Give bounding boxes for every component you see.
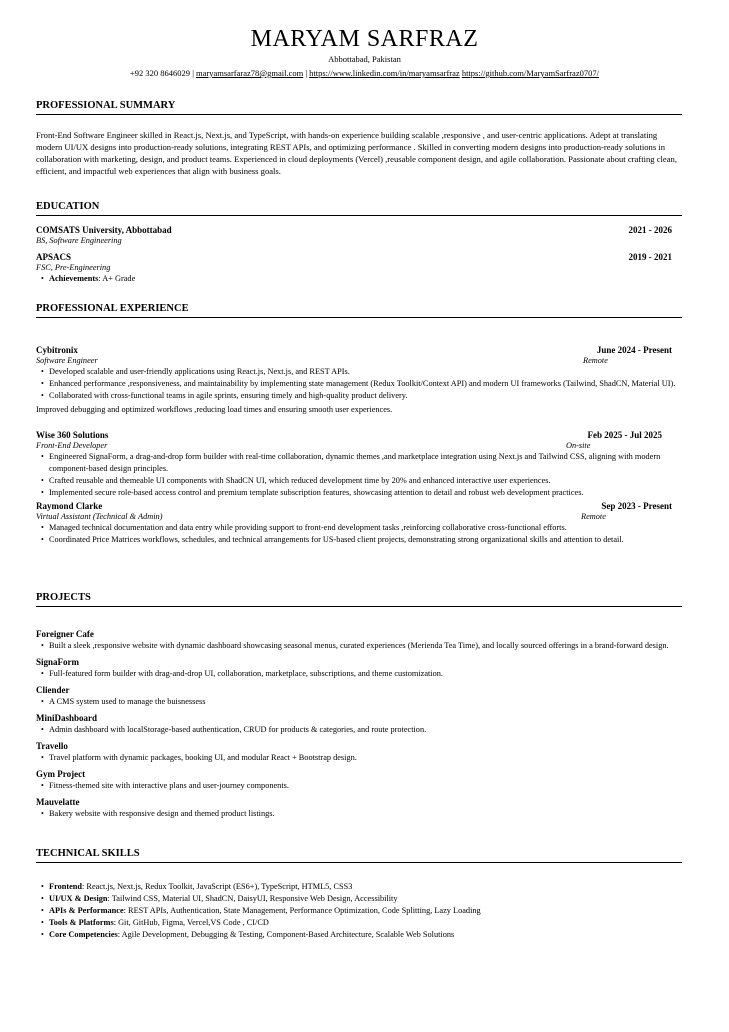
list-item: • Travel platform with dynamic packages, booking UI, and modular React + Bootstrap design. — [36, 752, 682, 764]
achievement-list — [36, 273, 682, 285]
school-name: COMSATS University, Abbottabad — [36, 225, 172, 235]
candidate-location: Abbottabad, Pakistan — [328, 54, 401, 64]
education-entry — [36, 251, 682, 263]
job-mode: On-site — [566, 441, 591, 450]
job-dates: Feb 2025 - Jul 2025 — [587, 430, 662, 440]
list-item — [36, 917, 682, 929]
job-bullets — [36, 451, 682, 499]
list-item — [36, 893, 682, 905]
phone: +92 320 8646029 — [130, 68, 191, 78]
skill-category: Tools & Platforms — [49, 918, 114, 927]
list-item — [36, 929, 682, 941]
list-item: • Implemented secure role-based access control and premium template subscription features, showcasing attention to detail and robust web development practices. — [36, 487, 682, 499]
skills-list — [36, 881, 682, 941]
list-item: • Managed technical documentation and data entry while providing support to front-end development tasks ,reinforcing collaborative cross-functional efforts. — [36, 522, 682, 534]
skill-category: Core Competencies — [49, 930, 118, 939]
section-title: EDUCATION — [36, 201, 682, 216]
section-title: PROFESSIONAL EXPERIENCE — [36, 303, 682, 318]
list-item: • Bakery website with responsive design and themed product listings. — [36, 808, 682, 820]
project-bullets — [36, 724, 682, 736]
contact-line — [0, 68, 729, 78]
experience-section — [36, 303, 682, 546]
degree: BS, Software Engineering — [36, 236, 122, 245]
job-header — [36, 500, 682, 512]
list-item: • Admin dashboard with localStorage-based authentication, CRUD for products & categories, and route protection. — [36, 724, 682, 736]
list-item: • Full-featured form builder with drag-and-drop UI, collaboration, marketplace, subscriptions, and theme customization. — [36, 668, 682, 680]
project-name: Foreigner Cafe — [36, 629, 94, 639]
project-bullets — [36, 696, 682, 708]
list-item: • A CMS system used to manage the buisnessess — [36, 696, 682, 708]
skill-values: : REST APIs, Authentication, State Management, Performance Optimization, Code Splitting, Lazy Loading — [123, 906, 481, 915]
job-role: Front-End Developer — [36, 441, 108, 450]
job-dates: Sep 2023 - Present — [601, 501, 672, 511]
project-bullets — [36, 808, 682, 820]
separator: | — [192, 68, 197, 78]
education-section — [36, 201, 682, 285]
skill-values: : Tailwind CSS, Material UI, ShadCN, DaisyUI, Responsive Web Design, Accessibility — [107, 894, 398, 903]
candidate-name: MARYAM SARFRAZ — [250, 26, 479, 52]
job-header — [36, 429, 682, 441]
job-role-row — [36, 441, 682, 451]
list-item: • Engineered SignaForm, a drag-and-drop form builder with real-time collaboration, dynamic themes ,and marketplace integration using Next.js and Tailwind CSS, aligning with modern component-based design principles. — [36, 451, 682, 475]
skill-values: : React.js, Next.js, Redux Toolkit, JavaScript (ES6+), TypeScript, HTML5, CSS3 — [82, 882, 353, 891]
project-name: SignaForm — [36, 657, 80, 667]
school-years: 2019 - 2021 — [628, 252, 672, 262]
school-name: APSACS — [36, 252, 72, 262]
list-item — [36, 273, 682, 285]
project-name: Mauvelatte — [36, 797, 80, 807]
education-degree-row — [36, 236, 682, 246]
section-title: TECHNICAL SKILLS — [36, 848, 682, 863]
project-name: Cliender — [36, 685, 70, 695]
school-years: 2021 - 2026 — [628, 225, 672, 235]
section-title: PROFESSIONAL SUMMARY — [36, 100, 682, 115]
education-entry — [36, 224, 682, 236]
projects-section — [36, 592, 682, 820]
list-item: • Built a sleek ,responsive website with dynamic dashboard showcasing seasonal menus, curated experiences (Merienda Tea Time), and locally sourced offerings in a brand-forward design. — [36, 640, 682, 652]
job-role-row — [36, 512, 682, 522]
linkedin-link[interactable]: https://www.linkedin.com/in/maryamsarfraz — [309, 68, 460, 78]
project-name: Gym Project — [36, 769, 86, 779]
job-role: Software Engineer — [36, 356, 98, 365]
skills-section — [36, 848, 682, 941]
project-bullets — [36, 668, 682, 680]
achievement-label: Achievements — [49, 274, 99, 283]
project-name: Travello — [36, 741, 68, 751]
github-link[interactable]: https://github.com/MaryamSarfraz0707/ — [461, 68, 599, 78]
email-link[interactable]: maryamsarfaraz78@gmail.com — [196, 68, 304, 78]
project-bullets — [36, 640, 682, 652]
job-mode: Remote — [581, 512, 606, 521]
job-bullets — [36, 366, 682, 402]
job-dates: June 2024 - Present — [596, 345, 672, 355]
skill-values: : Git, GitHub, Figma, Vercel,VS Code , CI/CD — [113, 918, 269, 927]
list-item — [36, 881, 682, 893]
project-bullets — [36, 752, 682, 764]
skill-category: UI/UX & Design — [49, 894, 108, 903]
list-item: • Enhanced performance ,responsiveness, and maintainability by implementing state management (Redux Toolkit/Context API) and modern UI frameworks (Tailwind, ShadCN, Material UI). — [36, 378, 682, 390]
section-title: PROJECTS — [36, 592, 682, 607]
list-item — [36, 905, 682, 917]
list-item: • Fitness-themed site with interactive plans and user-journey components. — [36, 780, 682, 792]
education-degree-row — [36, 263, 682, 273]
summary-section — [36, 100, 682, 177]
skill-values: : Agile Development, Debugging & Testing, Component-Based Architecture, Scalable Web Solutions — [117, 930, 455, 939]
list-item: • Crafted reusable and themeable UI components with ShadCN UI, which reduced development time by 20% and enhanced interactive user experiences. — [36, 475, 682, 487]
separator: | — [305, 68, 310, 78]
achievement-value: : A+ Grade — [98, 274, 136, 283]
job-role: Virtual Assistant (Technical & Admin) — [36, 512, 163, 521]
skill-category: Frontend — [49, 882, 83, 891]
list-item: • Collaborated with cross-functional teams in agile sprints, ensuring timely and high-quality product delivery. — [36, 390, 682, 402]
skill-category: APIs & Performance — [49, 906, 124, 915]
project-bullets — [36, 780, 682, 792]
list-item: • Coordinated Price Matrices workflows, schedules, and technical arrangements for US-based client projects, demonstrating strong organizational skills and attention to detail. — [36, 534, 682, 546]
summary-text: Front-End Software Engineer skilled in React.js, Next.js, and TypeScript, with hands-on experience building scalable ,responsive , and user-centric applications. Adept at translating modern UI/UX designs into production-ready solutions, integrating REST APIs, and optimizing performance . Skilled in converting modern designs into production-ready solutions in collaboration with marketing, design, and product teams. Experienced in cloud deployments (Vercel) ,reusable component design, and agile collaboration. Passionate about crafting clean, efficient, and impactful web experiences that align with business goals. — [36, 130, 677, 176]
company-name: Wise 360 Solutions — [36, 430, 109, 440]
company-name: Raymond Clarke — [36, 501, 103, 511]
degree: FSC, Pre-Engineering — [36, 263, 111, 272]
job-role-row — [36, 356, 682, 366]
job-bullets — [36, 522, 682, 546]
company-name: Cybitronix — [36, 345, 78, 355]
job-note: Improved debugging and optimized workflows ,reducing load times and ensuring smooth user experiences. — [36, 405, 393, 414]
job-mode: Remote — [583, 356, 608, 365]
list-item: • Developed scalable and user-friendly applications using React.js, Next.js, and REST APIs. — [36, 366, 682, 378]
project-name: MiniDashboard — [36, 713, 98, 723]
job-header — [36, 344, 682, 356]
